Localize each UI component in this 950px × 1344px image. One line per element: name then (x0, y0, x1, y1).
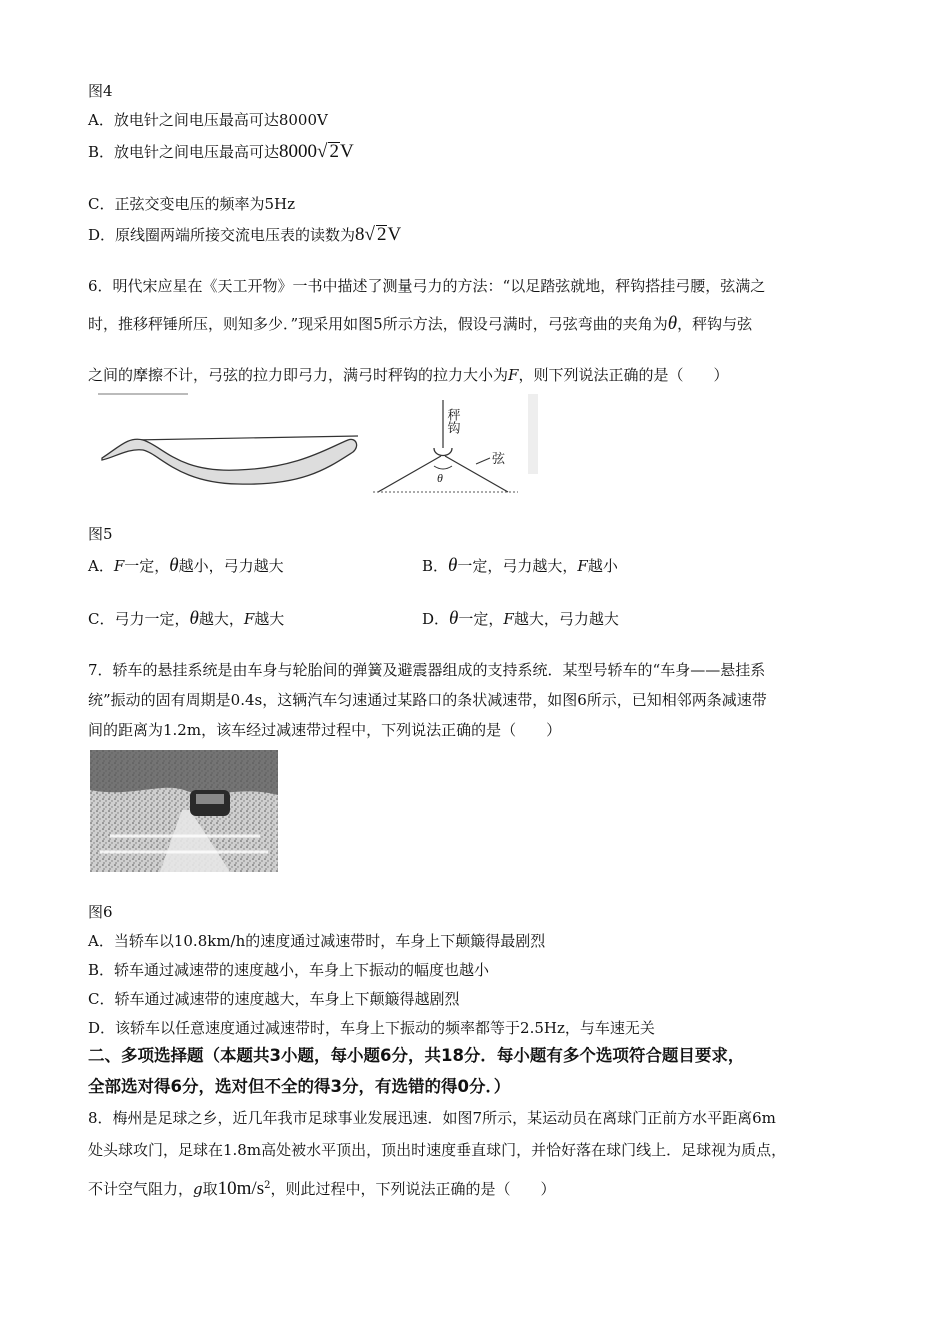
q7-option-a: A．当轿车以10.8km/h的速度通过减速带时，车身上下颠簸得最剧烈 (88, 932, 546, 950)
fig5-string-label: 弦 (492, 452, 506, 467)
q7-option-d: D．该轿车以任意速度通过减速带时，车身上下振动的频率都等于2.5Hz，与车速无关 (88, 1019, 655, 1037)
q8-line-2: 处头球攻门，足球在1.8m高处被水平顶出，顶出时速度垂直球门，并恰好落在球门线上．足球视为质点， (88, 1141, 787, 1159)
q7-line-3: 间的距离为1.2m，该车经过减速带过程中，下列说法正确的是（ ） (88, 721, 562, 739)
q5-option-d: D．原线圈两端所接交流电压表的读数为8√ 2V (88, 224, 402, 245)
q6-option-a: A．F一定，θ越小，弓力越大 (88, 555, 284, 576)
q7-option-c: C．轿车通过减速带的速度越大，车身上下颠簸得越剧烈 (88, 990, 460, 1008)
q5-option-c: C．正弦交变电压的频率为5Hz (88, 195, 296, 213)
q6-line-1: 6．明代宋应星在《天工开物》一书中描述了测量弓力的方法：“以足踏弦就地，秤钩搭挂弓腰，弦满之 (88, 277, 766, 295)
q7-line-1: 7．轿车的悬挂系统是由车身与轮胎间的弹簧及避震器组成的支持系统．某型号轿车的“车身——悬挂系 (88, 661, 766, 679)
fig5-caption: 图5 (88, 525, 113, 543)
figure-5-bow (88, 388, 548, 503)
q6-option-d: D．θ一定，F越大，弓力越大 (422, 608, 619, 629)
q8-line-3: 不计空气阻力，g取$10m/s^2$，则此过程中，下列说法正确的是（ ） (88, 1178, 556, 1199)
q6-line-2: 时，推移秤锤所压，则知多少．”现采用如图5所示方法，假设弓满时，弓弦弯曲的夹角为θ，秤钩与弦 (88, 313, 753, 334)
figure-6-car-photo (90, 750, 278, 872)
fig4-caption: 图4 (88, 82, 113, 100)
q6-line-3: 之间的摩擦不计，弓弦的拉力即弓力，满弓时秤钩的拉力大小为F，则下列说法正确的是（ ） (88, 366, 729, 384)
q6-option-b: B．θ一定，弓力越大，F越小 (422, 555, 618, 576)
section-2-heading-line-1: 二、多项选择题（本题共3小题，每小题6分，共18分．每小题有多个选项符合题目要求， (88, 1046, 745, 1065)
q6-option-c: C．弓力一定，θ越大，F越大 (88, 608, 285, 629)
q7-line-2: 统”振动的固有周期是0.4s，这辆汽车匀速通过某路口的条状减速带，如图6所示，已知相邻两条减速带 (88, 691, 767, 709)
fig6-caption: 图6 (88, 903, 113, 921)
q5-option-b: B．放电针之间电压最高可达8000√ 2V (88, 141, 354, 162)
section-2-heading-line-2: 全部选对得6分，选对但不全的得3分，有选错的得0分．） (88, 1077, 511, 1096)
fig5-hook-label: 秤钩 (444, 408, 460, 434)
q7-option-b: B．轿车通过减速带的速度越小，车身上下振动的幅度也越小 (88, 961, 490, 979)
q5-option-a: A．放电针之间电压最高可达8000V (88, 111, 328, 129)
q8-line-1: 8．梅州是足球之乡，近几年我市足球事业发展迅速．如图7所示，某运动员在离球门正前方水平距离6m (88, 1109, 776, 1127)
fig5-theta-label: θ (437, 471, 443, 485)
